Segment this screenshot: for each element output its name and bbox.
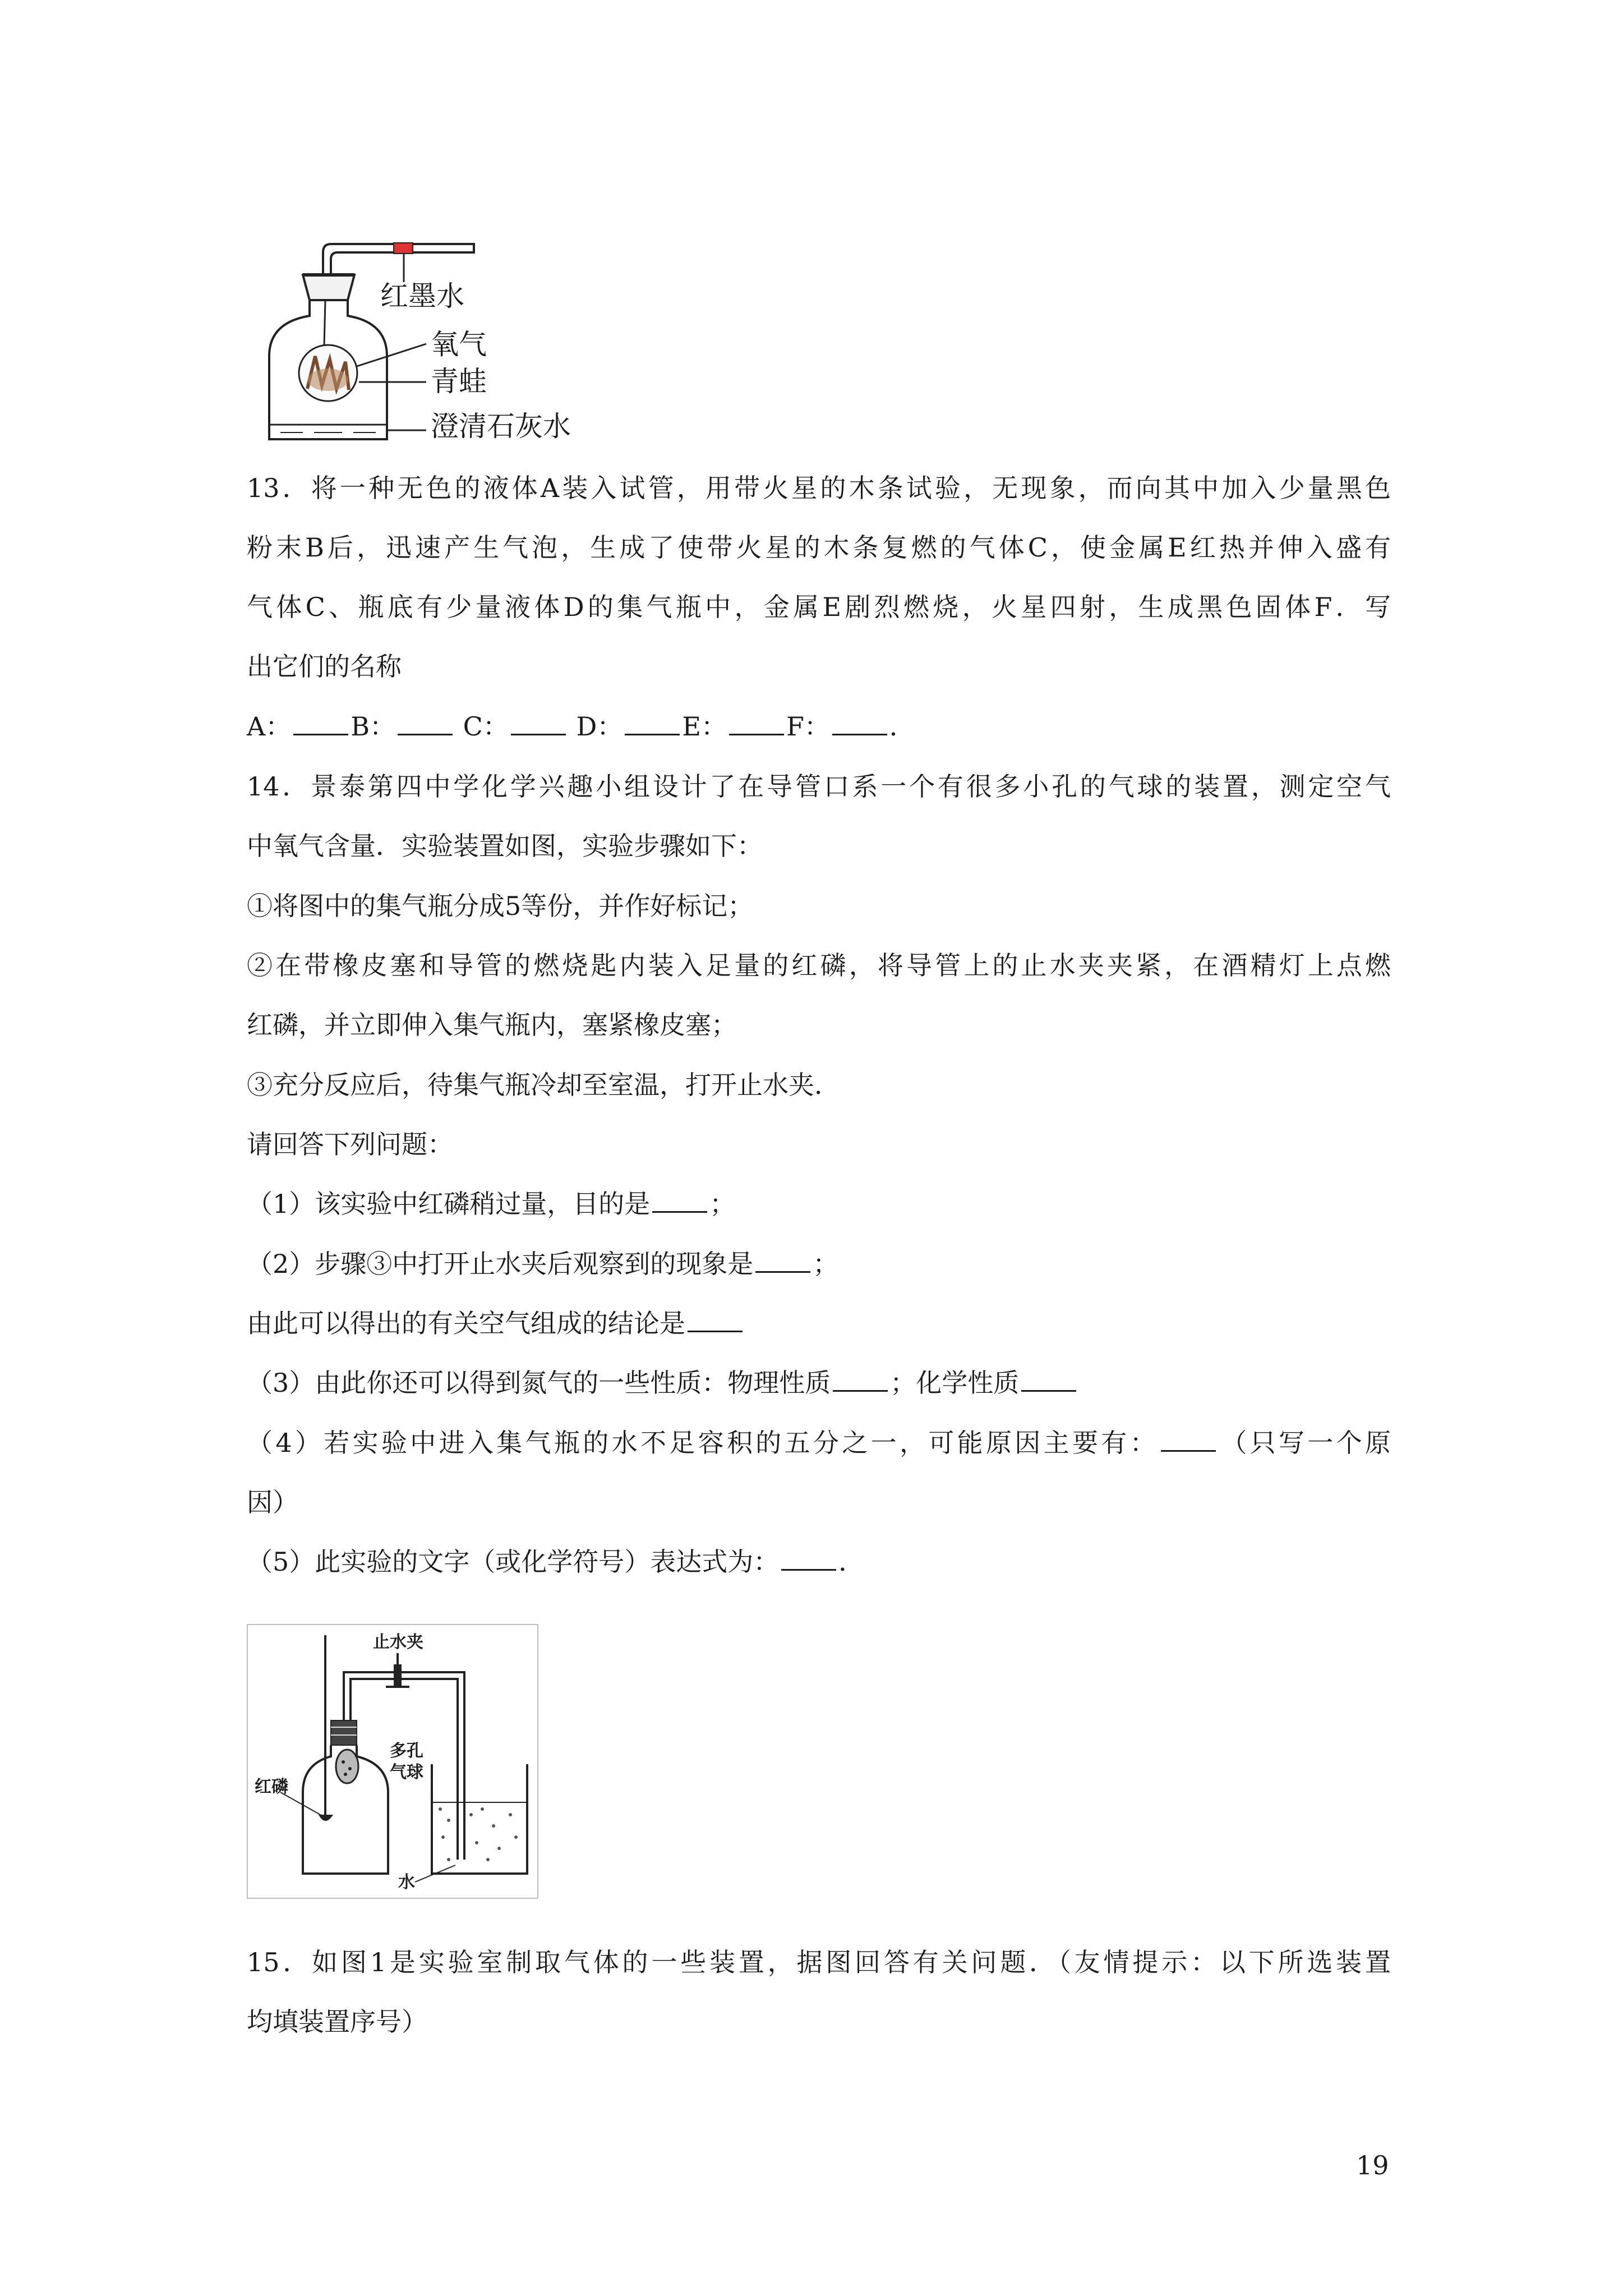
label-balloon: 气球	[390, 1763, 423, 1782]
q14-sub-4	[247, 1427, 1391, 1458]
q14-step-1: ①将图中的集气瓶分成5等份，并作好标记；	[247, 891, 754, 921]
answer-label-e: E：	[682, 711, 727, 742]
red-ink-drop	[394, 243, 413, 254]
label-oxygen: 氧气	[431, 328, 487, 361]
answer-label-c: C：	[463, 711, 509, 742]
answer-blank-e[interactable]	[729, 733, 784, 735]
sub1-text: （1）该实验中红磷稍过量，目的是	[247, 1189, 651, 1219]
conclusion-text: 由此可以得出的有关空气组成的结论是	[247, 1308, 685, 1338]
sub5-text: （5）此实验的文字（或化学符号）表达式为：	[247, 1547, 780, 1577]
label-stop-clamp: 止水夹	[373, 1632, 423, 1652]
sub4-blank[interactable]	[1161, 1450, 1216, 1452]
q13-line-3: 气体C、瓶底有少量液体D的集气瓶中，金属E剧烈燃烧，火星四射，生成黑色固体F．写	[247, 592, 1391, 622]
sub1-blank[interactable]	[652, 1211, 707, 1213]
label-red-ink: 红墨水	[380, 280, 464, 312]
answer-blank-c[interactable]	[511, 733, 566, 735]
sub3-mid: ；化学性质	[890, 1368, 1020, 1398]
sub3-blank-chemical[interactable]	[1021, 1389, 1076, 1392]
q13-line-1: 13．将一种无色的液体A装入试管，用带火星的木条试验，无现象，而向其中加入少量黑色	[247, 473, 1391, 503]
sub3-blank-physical[interactable]	[833, 1389, 888, 1392]
q14-sub-3	[247, 1367, 1391, 1398]
label-frog: 青蛙	[431, 365, 487, 398]
q14-sub-2	[247, 1248, 1391, 1280]
page-number: 19	[1356, 2150, 1389, 2180]
label-water: 水	[398, 1872, 415, 1892]
q14-sub-5	[247, 1546, 1391, 1577]
q14-prompt: 请回答下列问题：	[247, 1129, 453, 1159]
answer-blank-d[interactable]	[625, 733, 680, 735]
q15-line-1: 15．如图1是实验室制取气体的一些装置，据图回答有关问题．（友情提示：以下所选装置	[247, 1947, 1391, 1977]
q13-line-2: 粉末B后，迅速产生气泡，生成了使带火星的木条复燃的气体C，使金属E红热并伸入盛有	[247, 532, 1391, 563]
q13-answer-line	[247, 711, 1391, 742]
q14-step-2: ②在带橡皮塞和导管的燃烧匙内装入足量的红磷，将导管上的止水夹夹紧，在酒精灯上点燃	[247, 950, 1391, 981]
label-porous: 多孔	[390, 1741, 423, 1761]
answer-label-b: B：	[351, 711, 396, 742]
label-limewater: 澄清石灰水	[431, 410, 571, 443]
q14-line-1: 14．景泰第四中学化学兴趣小组设计了在导管口系一个有很多小孔的气球的装置，测定空气	[247, 771, 1391, 802]
sub4-text: （4）若实验中进入集气瓶的水不足容积的五分之一，可能原因主要有：	[247, 1428, 1159, 1458]
sub2-end: ；	[813, 1249, 839, 1279]
q13-line-4: 出它们的名称	[247, 651, 402, 682]
figure-frog-apparatus	[247, 222, 594, 457]
q14-sub-1	[247, 1188, 1391, 1220]
answer-blank-b[interactable]	[398, 733, 453, 735]
figure-oxygen-content-apparatus	[247, 1624, 538, 1899]
q14-line-2: 中氧气含量．实验装置如图，实验步骤如下：	[247, 831, 763, 861]
q14-conclusion	[247, 1308, 1391, 1339]
label-red-phosphorus: 红磷	[255, 1777, 288, 1797]
answer-label-d: D：	[576, 711, 623, 742]
q14-sub-4-cont: 因）	[247, 1487, 298, 1517]
q14-step-2-cont: 红磷，并立即伸入集气瓶内，塞紧橡皮塞；	[247, 1010, 737, 1040]
sub3-text: （3）由此你还可以得到氮气的一些性质：物理性质	[247, 1368, 831, 1398]
conclusion-blank[interactable]	[688, 1330, 743, 1332]
answer-blank-f[interactable]	[832, 733, 887, 735]
answer-blank-a[interactable]	[293, 733, 348, 735]
sub2-blank[interactable]	[755, 1271, 810, 1273]
sub5-end: ．	[838, 1547, 865, 1577]
sub4-post: （只写一个原	[1218, 1428, 1391, 1458]
answer-label-a: A：	[247, 711, 292, 742]
q15-line-2: 均填装置序号）	[247, 2007, 427, 2037]
sub2-text: （2）步骤③中打开止水夹后观察到的现象是	[247, 1249, 754, 1279]
q14-step-3: ③充分反应后，待集气瓶冷却至室温，打开止水夹．	[247, 1070, 840, 1100]
sub5-blank[interactable]	[781, 1568, 836, 1571]
answer-label-f: F：	[786, 711, 830, 742]
answer-end: ．	[889, 711, 915, 742]
sub1-end: ；	[709, 1189, 736, 1219]
